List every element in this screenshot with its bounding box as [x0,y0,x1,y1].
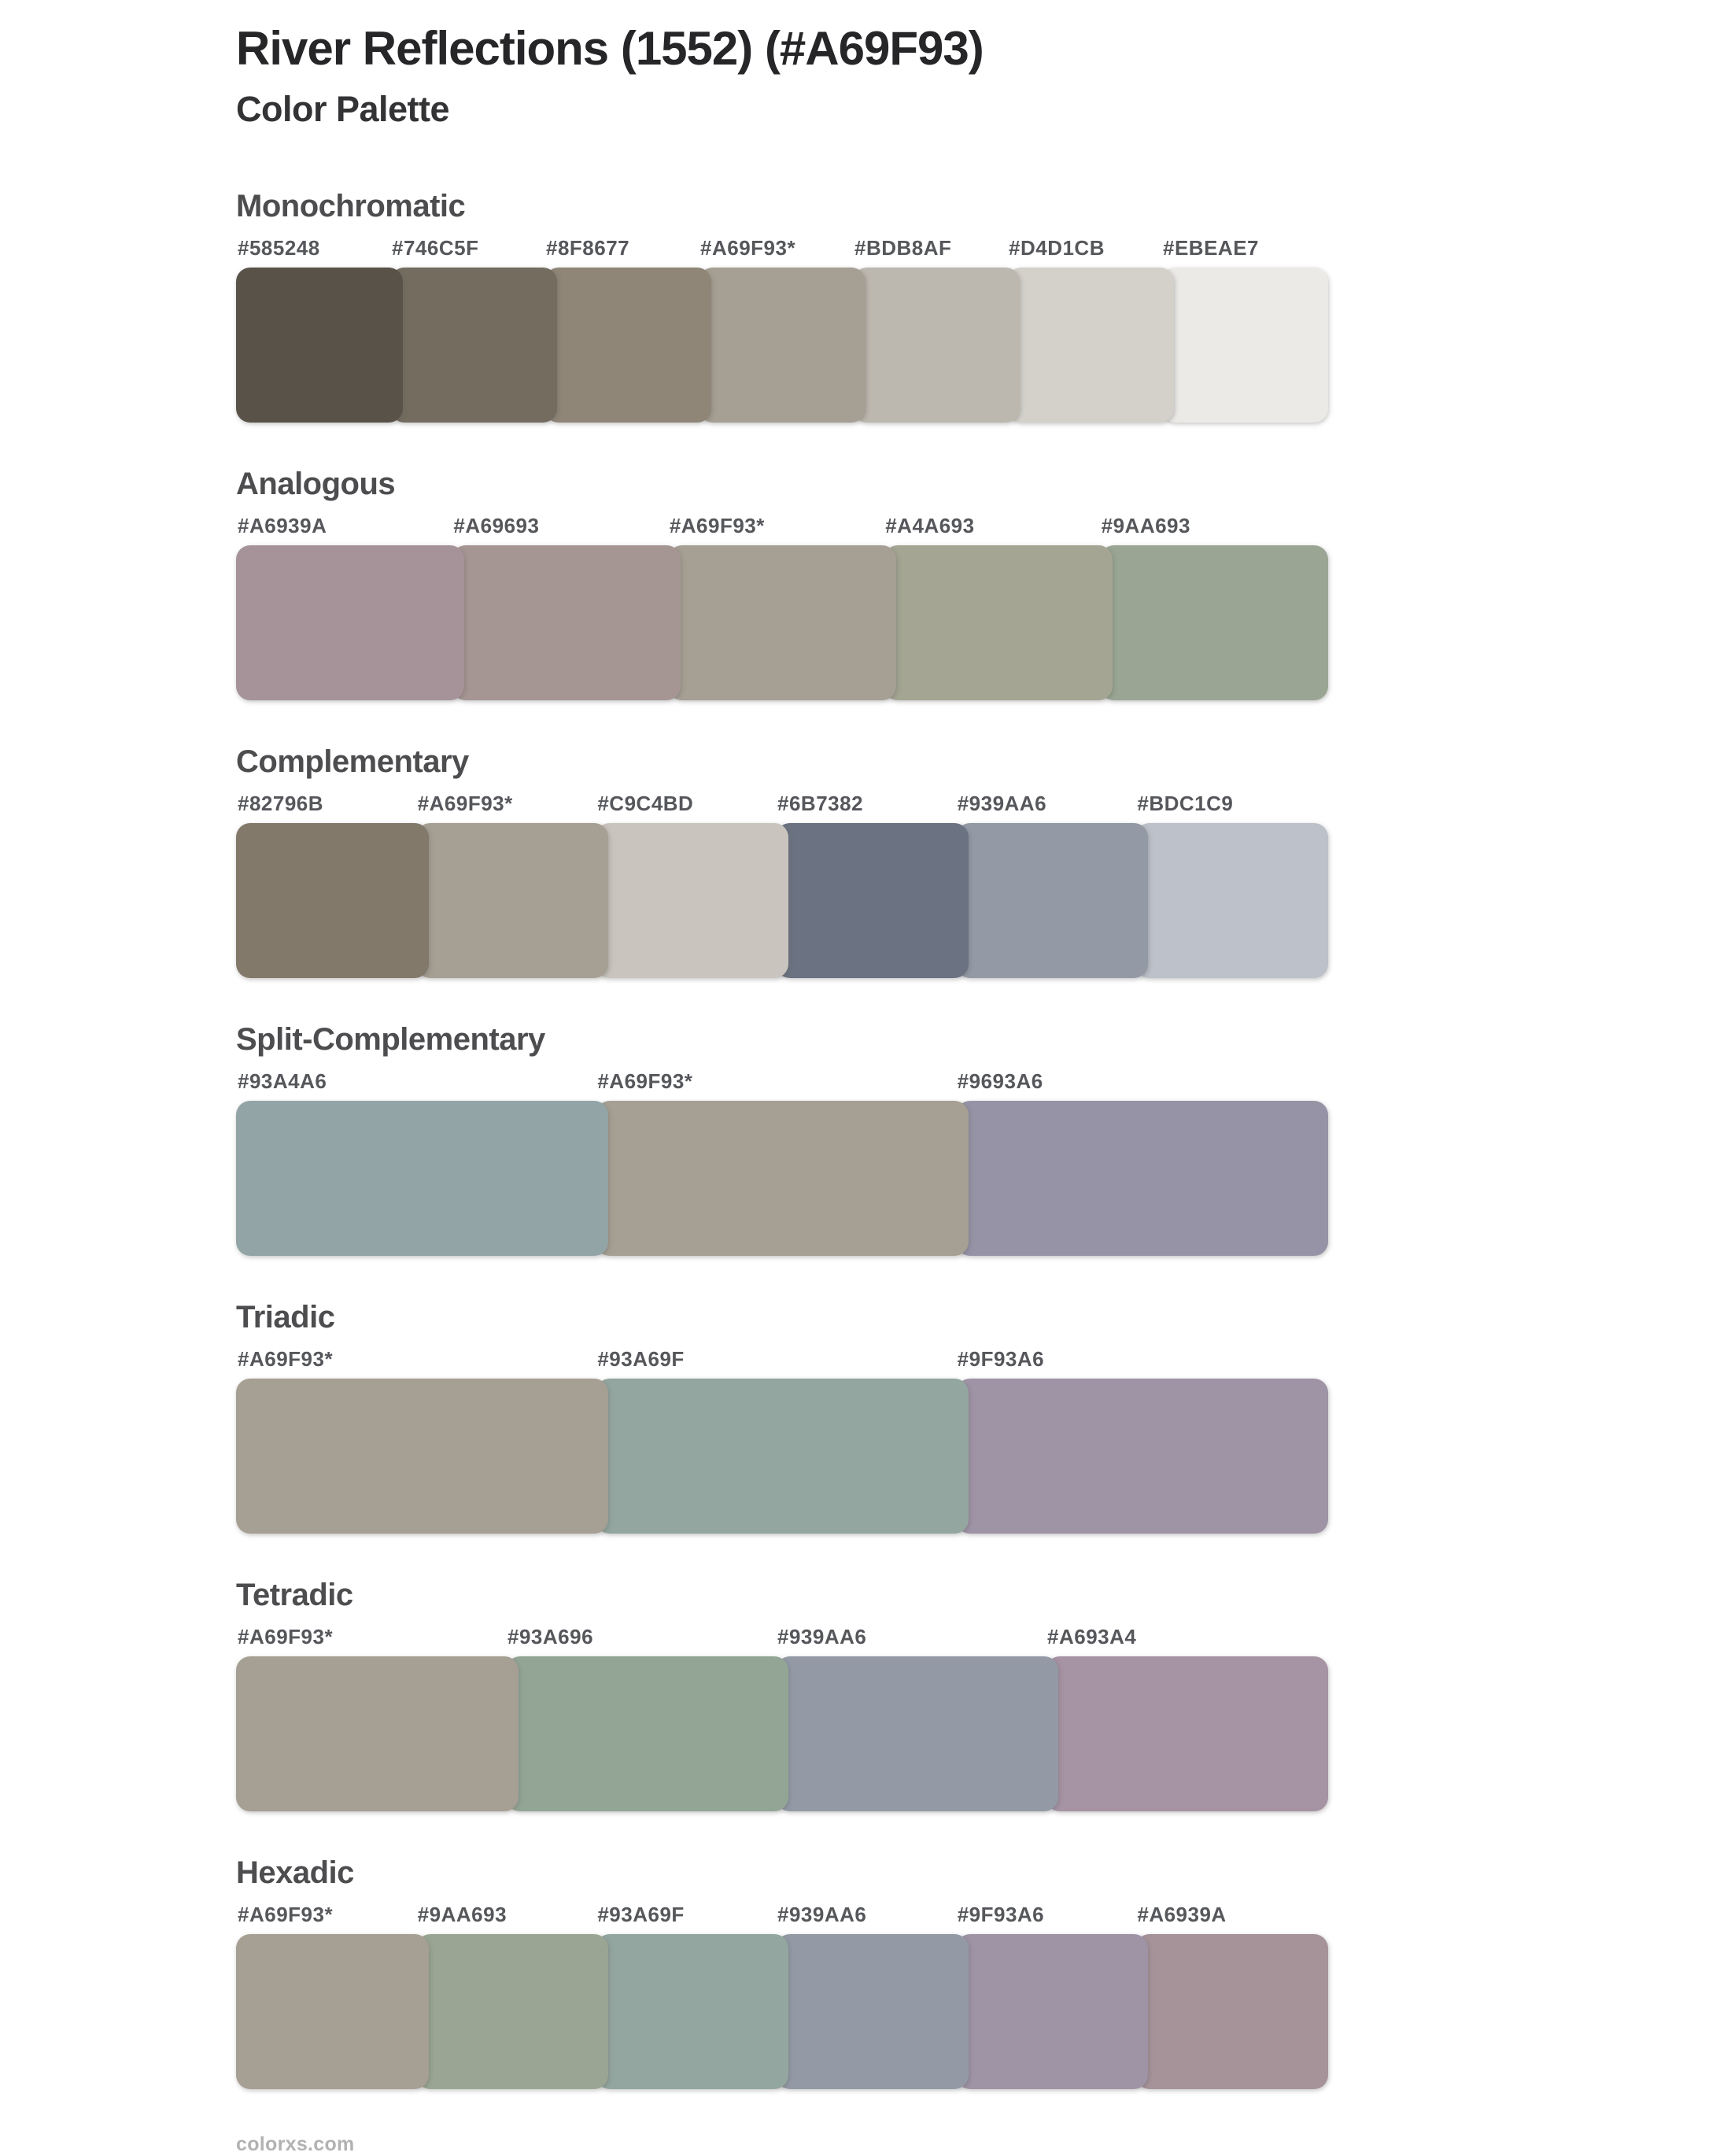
swatch-color-block[interactable] [884,545,1112,700]
swatch-hex-label: #9693A6 [957,1069,1043,1094]
section-heading: Analogous [236,467,396,502]
swatch-color-block[interactable] [506,1656,788,1811]
swatch-hex-label: #A69F93* [597,1069,693,1094]
swatch-color-block[interactable] [1046,1656,1328,1811]
swatch-base [416,792,609,978]
swatch-color-block[interactable] [853,268,1020,423]
swatch-color-block[interactable] [776,823,969,978]
swatch-item [506,1625,788,1811]
swatch-hex-label: #93A696 [507,1625,594,1649]
swatch-row [236,1625,1328,1811]
swatch-item [416,1903,609,2089]
swatch-color-block[interactable] [236,268,403,423]
swatch-color-block[interactable] [416,1934,609,2089]
swatch-item [544,236,711,423]
swatch-hex-label: #A69F93* [417,792,513,816]
swatch-color-block[interactable] [236,545,464,700]
swatch-item [596,792,788,978]
swatch-color-block[interactable] [452,545,680,700]
swatch-row [236,514,1328,700]
page-title: River Reflections (1552) (#A69F93) [236,22,984,75]
swatch-hex-label: #9AA693 [1101,514,1190,538]
section-heading: Triadic [236,1300,335,1335]
swatch-color-block[interactable] [416,823,609,978]
swatch-hex-label: #746C5F [392,236,479,260]
swatch-color-block[interactable] [1100,545,1328,700]
swatch-base [699,236,866,423]
swatch-item [1135,1903,1328,2089]
swatch-hex-label: #A69693 [453,514,540,538]
palette-section-complementary [236,744,1338,978]
swatch-item [1135,792,1328,978]
swatch-color-block[interactable] [236,1379,608,1534]
swatch-item [884,514,1112,700]
swatch-hex-label: #A4A693 [885,514,975,538]
swatch-color-block[interactable] [668,545,896,700]
swatch-hex-label: #939AA6 [777,1625,867,1649]
swatch-item [596,1347,968,1534]
swatch-item [956,1069,1328,1256]
section-heading: Complementary [236,744,469,780]
swatch-item [236,792,429,978]
swatch-color-block[interactable] [1135,823,1328,978]
swatch-hex-label: #939AA6 [777,1903,867,1927]
swatch-hex-label: #9AA693 [417,1903,507,1927]
page-footer [0,2133,1731,2156]
swatch-hex-label: #585248 [238,236,320,260]
swatch-hex-label: #93A69F [597,1903,685,1927]
swatch-item [596,1903,788,2089]
swatch-hex-label: #A69F93* [238,1625,334,1649]
swatch-base [596,1069,968,1256]
swatch-row [236,792,1328,978]
swatch-hex-label: #939AA6 [957,792,1047,816]
swatch-color-block[interactable] [956,1101,1328,1256]
swatch-color-block[interactable] [699,268,866,423]
swatch-item [776,792,969,978]
swatch-color-block[interactable] [236,1934,429,2089]
swatch-row [236,1347,1328,1534]
swatch-item [956,792,1149,978]
swatch-hex-label: #93A69F [597,1347,685,1371]
swatch-hex-label: #BDC1C9 [1137,792,1234,816]
swatch-hex-label: #6B7382 [777,792,864,816]
swatch-color-block[interactable] [596,1101,968,1256]
swatch-color-block[interactable] [236,1656,519,1811]
swatch-hex-label: #C9C4BD [597,792,694,816]
swatch-color-block[interactable] [776,1934,969,2089]
section-heading: Split-Complementary [236,1022,545,1058]
swatch-hex-label: #A6939A [1137,1903,1227,1927]
swatch-hex-label: #D4D1CB [1009,236,1105,260]
swatch-row [236,1069,1328,1256]
swatch-row [236,236,1328,423]
colorxs-link[interactable]: colorxs.com [236,2133,355,2156]
swatch-color-block[interactable] [236,823,429,978]
swatch-color-block[interactable] [390,268,557,423]
swatch-color-block[interactable] [956,1934,1149,2089]
palette-section-analogous [236,467,1338,700]
swatch-hex-label: #82796B [238,792,324,816]
palette-section-tetradic [236,1578,1338,1811]
swatch-hex-label: #A69F93* [238,1347,334,1371]
swatch-item [236,236,403,423]
palette-section-split-complementary [236,1022,1338,1256]
palette-section-hexadic [236,1855,1338,2089]
swatch-hex-label: #A69F93* [238,1903,334,1927]
swatch-base [236,1347,608,1534]
swatch-color-block[interactable] [1135,1934,1328,2089]
swatch-color-block[interactable] [236,1101,608,1256]
swatch-item [452,514,680,700]
swatch-base [236,1903,429,2089]
swatch-color-block[interactable] [776,1656,1058,1811]
section-heading: Tetradic [236,1578,353,1613]
swatch-item [1161,236,1328,423]
swatch-item [956,1347,1328,1534]
swatch-base [236,1625,519,1811]
swatch-hex-label: #A69F93* [700,236,796,260]
swatch-hex-label: #9F93A6 [957,1903,1045,1927]
swatch-item [236,514,464,700]
swatch-color-block[interactable] [1007,268,1174,423]
swatch-item [1007,236,1174,423]
swatch-hex-label: #A693A4 [1047,1625,1137,1649]
section-heading: Hexadic [236,1855,354,1891]
palette-section-triadic [236,1300,1338,1534]
swatch-color-block[interactable] [956,1379,1328,1534]
swatch-hex-label: #EBEAE7 [1163,236,1259,260]
swatch-row [236,1903,1328,2089]
swatch-item [390,236,557,423]
palette-sections [236,189,1338,2089]
swatch-item [1100,514,1328,700]
swatch-item [776,1625,1058,1811]
swatch-color-block[interactable] [956,823,1149,978]
swatch-color-block[interactable] [596,1379,968,1534]
section-heading: Monochromatic [236,189,466,224]
swatch-color-block[interactable] [596,823,788,978]
swatch-color-block[interactable] [544,268,711,423]
swatch-color-block[interactable] [596,1934,788,2089]
swatch-item [776,1903,969,2089]
swatch-item [853,236,1020,423]
swatch-hex-label: #BDB8AF [854,236,952,260]
swatch-hex-label: #A69F93* [669,514,765,538]
swatch-base [668,514,896,700]
swatch-hex-label: #9F93A6 [957,1347,1045,1371]
swatch-item [236,1069,608,1256]
palette-section-monochromatic [236,189,1338,423]
swatch-hex-label: #A6939A [238,514,327,538]
swatch-hex-label: #93A4A6 [238,1069,327,1094]
swatch-item [956,1903,1149,2089]
swatch-color-block[interactable] [1161,268,1328,423]
swatch-hex-label: #8F8677 [546,236,630,260]
page-subtitle: Color Palette [236,89,450,129]
swatch-item [1046,1625,1328,1811]
